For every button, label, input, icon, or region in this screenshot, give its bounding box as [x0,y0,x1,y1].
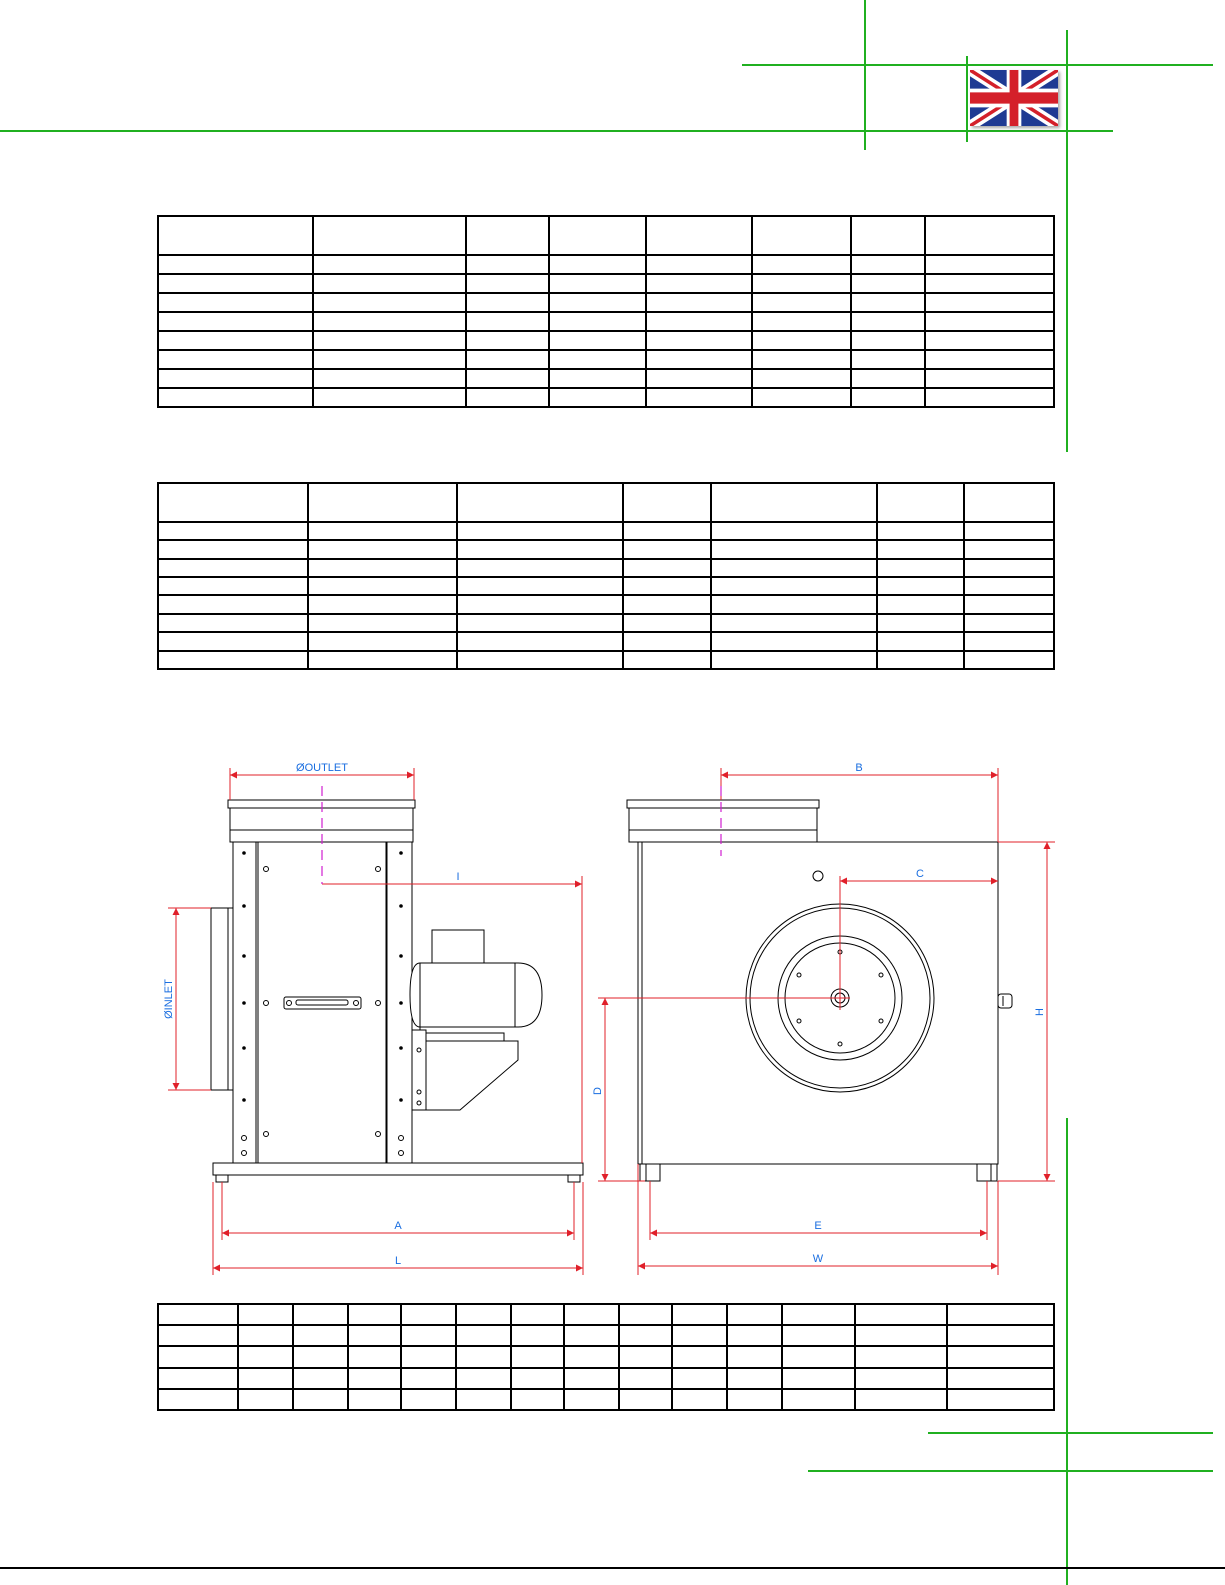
outlet-label: ØOUTLET [296,762,348,774]
inlet-spigot [211,908,233,1090]
base-plate [213,1163,583,1175]
cabinet-front [638,842,998,1164]
dimension-b-label: B [855,762,863,774]
dimension-i-label: I [456,871,460,883]
motor-bracket [412,1030,426,1110]
motor-body [410,963,542,1027]
dimension-e-label: E [814,1220,822,1232]
table-row [158,1325,1054,1346]
inlet-label: ØINLET [163,979,175,1019]
dimension-a-label: A [394,1220,402,1232]
dimension-l-label: L [394,1255,402,1267]
dimension-c-label: C [916,868,924,880]
side-view [211,800,583,1182]
cabinet-body [233,842,412,1163]
motor-terminal-box [432,930,484,963]
table-header-row [158,1304,1054,1325]
table-row [158,1346,1054,1367]
side-latch [998,994,1012,1008]
outlet-flange-front [627,800,819,808]
dimensions-table [157,1303,1055,1411]
front-view [627,800,1012,1181]
dimension-d-label: D [592,1087,604,1095]
dimension-h-label: H [1034,1008,1046,1016]
table-row [158,1389,1054,1410]
dimension-w-label: W [812,1253,824,1265]
table-row [158,1368,1054,1389]
